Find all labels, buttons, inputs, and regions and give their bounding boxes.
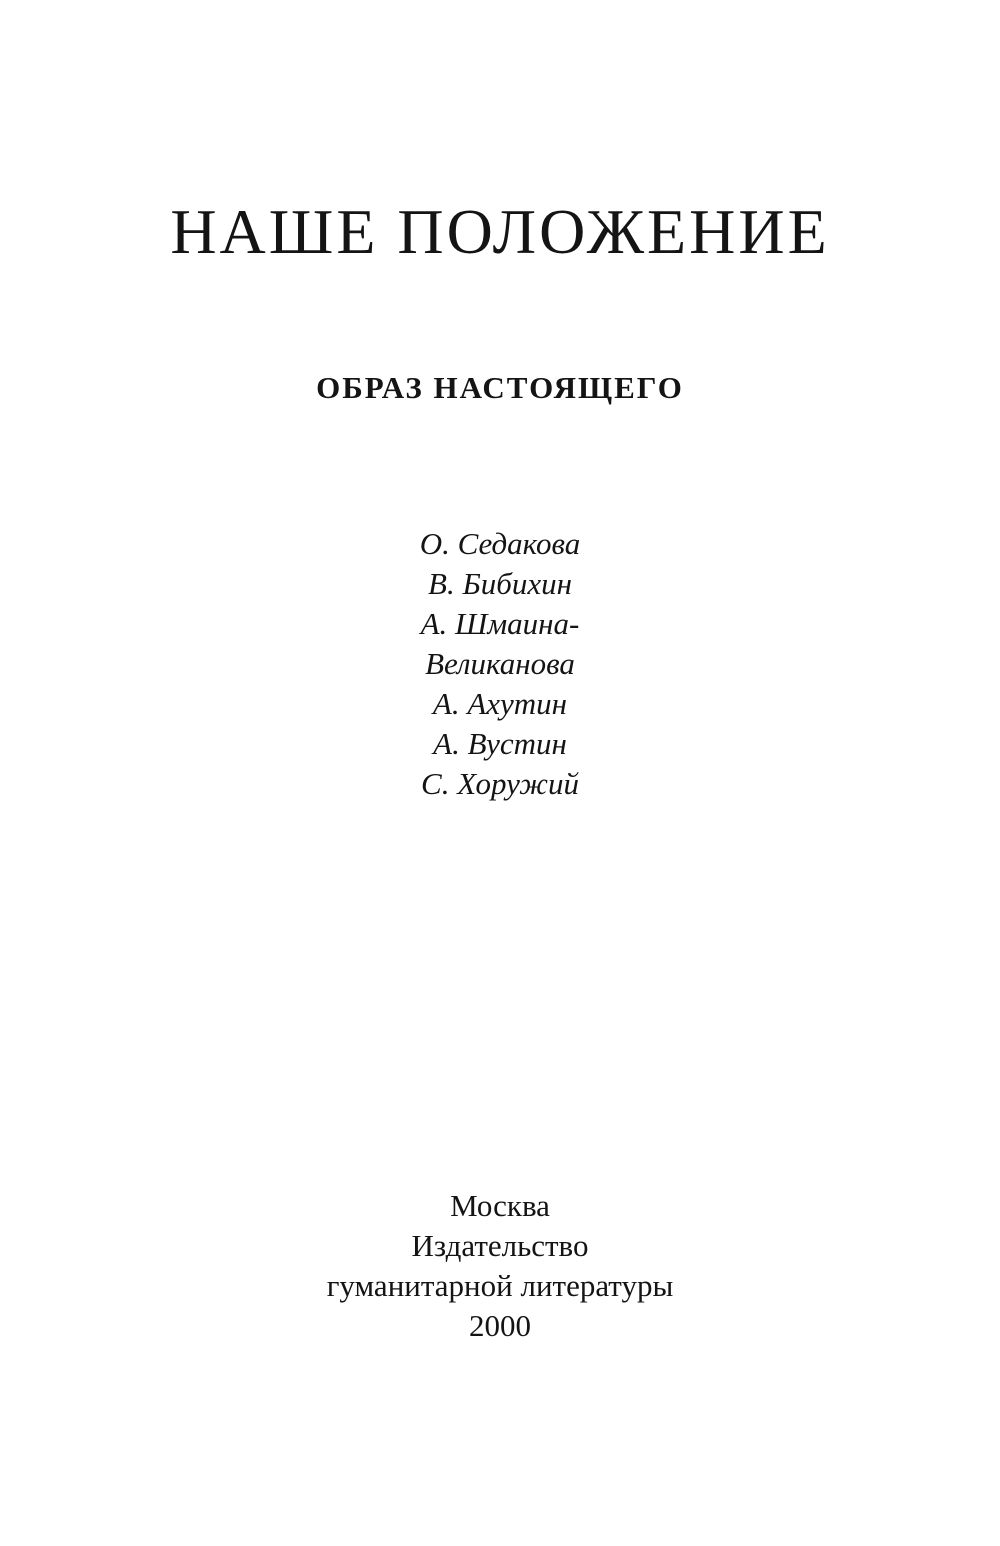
imprint-city: Москва <box>450 1188 550 1223</box>
book-subtitle: ОБРАЗ НАСТОЯЩЕГО <box>316 370 684 405</box>
imprint <box>0 1186 1000 1346</box>
imprint-year: 2000 <box>469 1308 531 1343</box>
book-title: НАШЕ ПОЛОЖЕНИЕ <box>170 196 830 267</box>
authors-list <box>0 524 1000 804</box>
author-line: Великанова <box>425 646 575 681</box>
imprint-publisher-line1: Издательство <box>411 1228 589 1263</box>
author-line: А. Ахутин <box>432 686 568 721</box>
author-line: С. Хоружий <box>421 766 579 801</box>
imprint-publisher-line2: гуманитарной литературы <box>326 1268 674 1303</box>
author-line: О. Седакова <box>419 526 581 561</box>
author-line: А. Шмаина- <box>420 606 580 641</box>
author-line: В. Бибихин <box>428 566 572 601</box>
author-line: А. Вустин <box>433 726 567 761</box>
